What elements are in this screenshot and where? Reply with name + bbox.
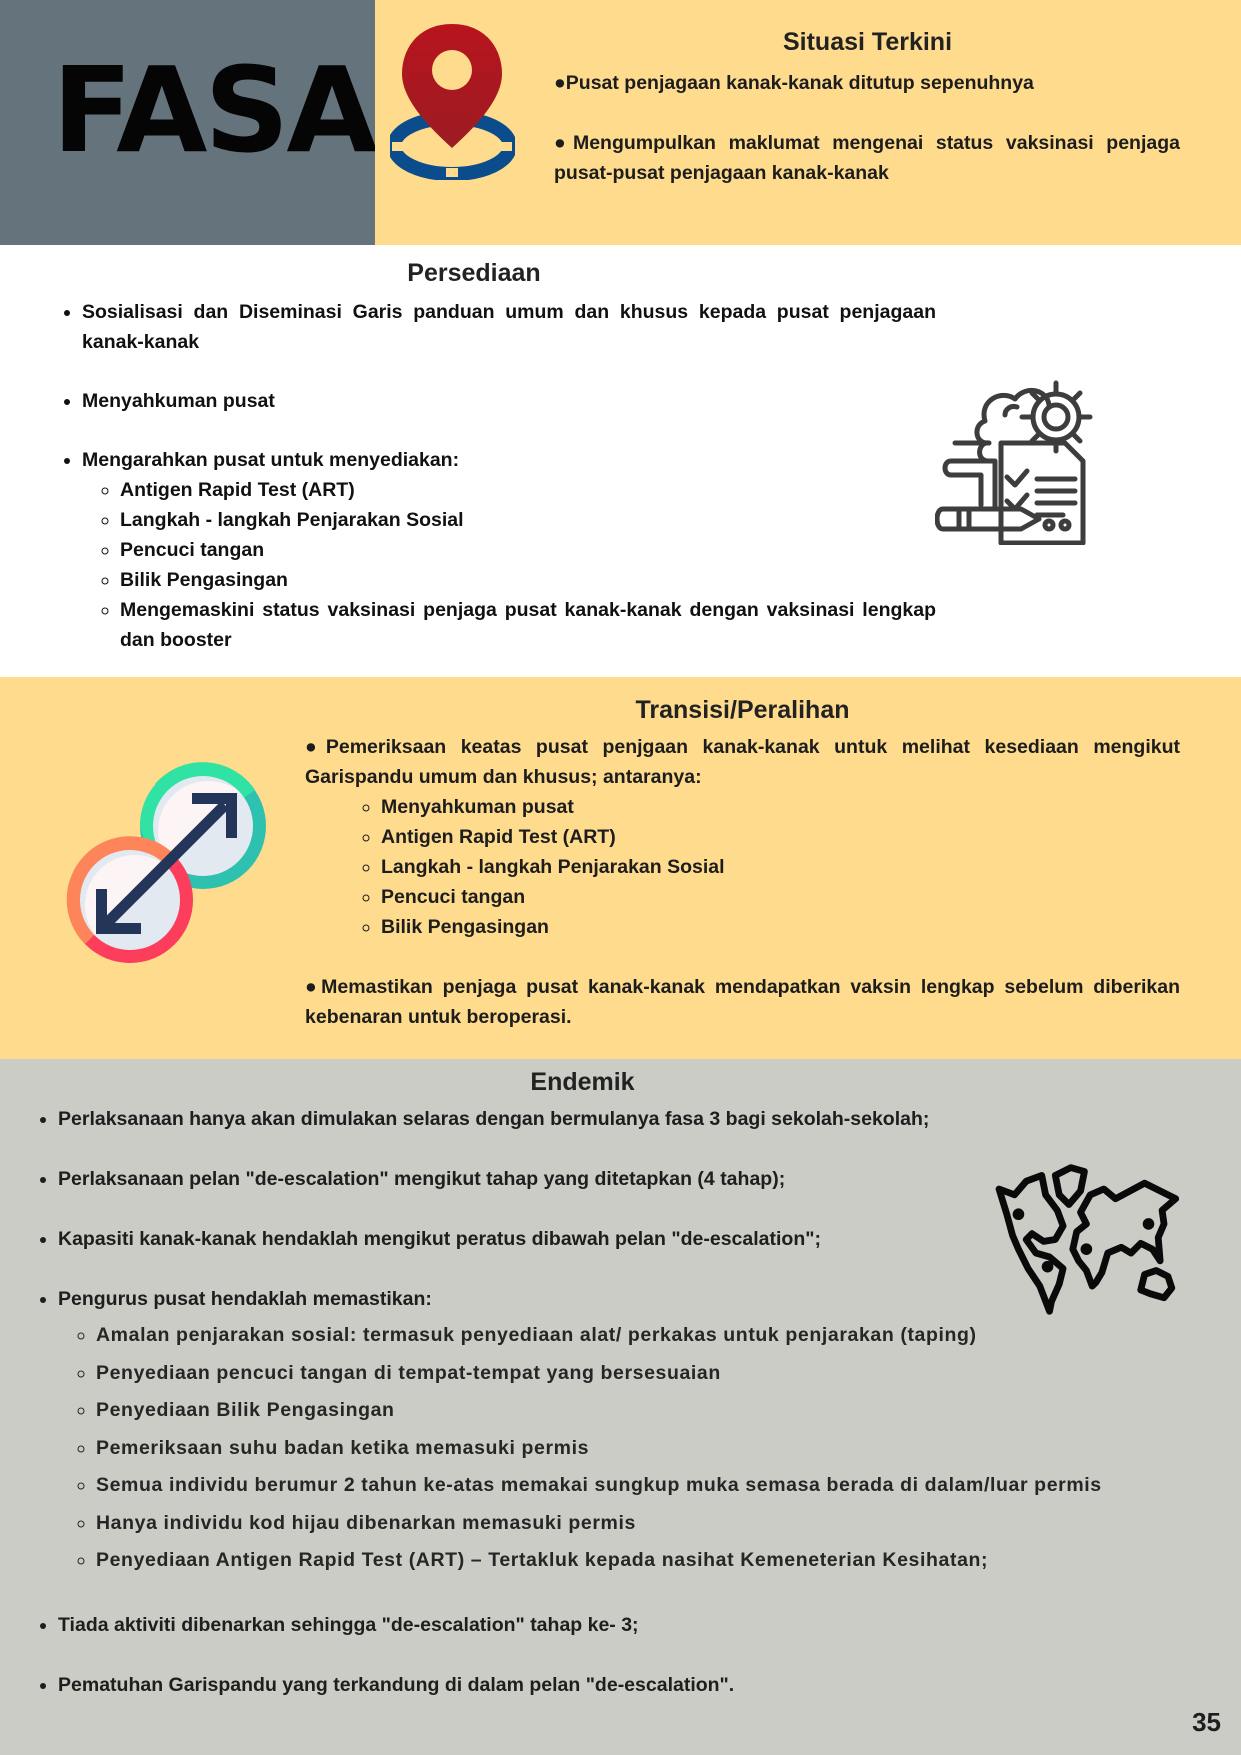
sub-list-item: ◦ Mengemaskini status vaksinasi penjaga pusat kanak-kanak dengan vaksinasi lengkap dan booster [120, 595, 936, 655]
endemic-sub-list [58, 1317, 1188, 1580]
sub-list-item: ◦ Semua individu berumur 2 tahun ke-atas memakai sungkup muka semasa berada di dalam/luar permis [96, 1467, 1188, 1505]
world-map-icon [985, 1156, 1180, 1321]
list-item: • Perlaksanaan pelan "de-escalation" mengikut tahap yang ditetapkan (4 tahap); [58, 1164, 1188, 1194]
planning-gear-checklist-icon [935, 375, 1105, 545]
preparation-heading: Persediaan [407, 259, 541, 287]
list-item: • Pengurus pusat hendaklah memastikan: ◦ Amalan penjarakan sosial: termasuk penyediaan alat/ perkakas untuk penjarakan (taping) ◦ Penyediaan pencuci tangan di tempat-tempat yang bersesuaian ◦ Penyediaan Bilik Pengasingan ◦ Pemeriksaan suhu badan ketika memasuki permis ◦ Semua individu berumur 2 tahun ke-atas memakai sungkup muka semasa berada di dalam/luar permis ◦ Hanya individu kod hijau dibenarkan memasuki permis ◦ Penyediaan Antigen Rapid Test (ART) – Tertakluk kepada nasihat Kemeneterian Kesihatan; [58, 1284, 1188, 1580]
title-panel [0, 0, 375, 245]
endemic-heading: Endemik [530, 1068, 635, 1096]
current-situation-heading: Situasi Terkini [782, 28, 953, 56]
sub-list-item: ◦ Bilik Pengasingan [381, 912, 1180, 942]
transition-content [305, 732, 1180, 1032]
sub-list-item: ◦ Antigen Rapid Test (ART) [381, 822, 1180, 852]
preparation-list [48, 297, 936, 655]
list-item: • Kapasiti kanak-kanak hendaklah mengikut peratus dibawah pelan "de-escalation"; [58, 1224, 1188, 1254]
list-item: • Mengarahkan pusat untuk menyediakan: ◦ Antigen Rapid Test (ART) ◦ Langkah - langkah Penjarakan Sosial ◦ Pencuci tangan ◦ Bilik Pengasingan ◦ Mengemaskini status vaksinasi penjaga pusat kanak-kanak dengan vaksinasi lengkap dan booster [82, 445, 936, 655]
sub-list-item: ◦ Bilik Pengasingan [120, 565, 936, 595]
expand-arrows-icon [55, 747, 285, 977]
transition-section [0, 677, 1241, 1059]
situation-item: ●Mengumpulkan maklumat mengenai status vaksinasi penjaga pusat-pusat penjagaan kanak-kanak [554, 132, 1180, 184]
transition-sub-list [305, 792, 1180, 942]
page-number: 35 [1192, 1707, 1221, 1737]
current-situation-list [554, 68, 1180, 188]
sub-list-item: ◦ Penyediaan Bilik Pengasingan [96, 1392, 1188, 1430]
sub-list-item: ◦ Penyediaan pencuci tangan di tempat-tempat yang bersesuaian [96, 1355, 1188, 1393]
list-item: • Perlaksanaan hanya akan dimulakan selaras dengan bermulanya fasa 3 bagi sekolah-sekolah; [58, 1104, 1188, 1134]
sub-list-item: ◦ Pencuci tangan [381, 882, 1180, 912]
preparation-sub-list [82, 475, 936, 655]
sub-list-item: ◦ Antigen Rapid Test (ART) [120, 475, 936, 505]
list-item: • Menyahkuman pusat [82, 386, 936, 416]
endemic-section [0, 1059, 1241, 1755]
sub-list-item: ◦ Penyediaan Antigen Rapid Test (ART) – Tertakluk kepada nasihat Kemeneterian Kesihatan; [96, 1542, 1188, 1580]
preparation-section [0, 245, 1241, 677]
list-item: • Sosialisasi dan Diseminasi Garis panduan umum dan khusus kepada pusat penjagaan kanak-kanak [82, 297, 936, 357]
phase-header [0, 0, 1241, 245]
transition-heading: Transisi/Peralihan [635, 696, 850, 724]
transition-closing: ●Memastikan penjaga pusat kanak-kanak mendapatkan vaksin lengkap sebelum diberikan kebenaran untuk beroperasi. [305, 976, 1180, 1028]
page-title: FASA [52, 41, 375, 179]
sub-list-item: ◦ Pemeriksaan suhu badan ketika memasuki permis [96, 1430, 1188, 1468]
sub-list-item: ◦ Amalan penjarakan sosial: termasuk penyediaan alat/ perkakas untuk penjarakan (taping) [96, 1317, 1188, 1355]
sub-list-item: ◦ Langkah - langkah Penjarakan Sosial [381, 852, 1180, 882]
sub-list-item: ◦ Pencuci tangan [120, 535, 936, 565]
sub-list-item: ◦ Langkah - langkah Penjarakan Sosial [120, 505, 936, 535]
list-item: • Pematuhan Garispandu yang terkandung di dalam pelan "de-escalation". [58, 1670, 1188, 1700]
sub-list-item: ◦ Hanya individu kod hijau dibenarkan memasuki permis [96, 1505, 1188, 1543]
list-item: • Tiada aktiviti dibenarkan sehingga "de-escalation" tahap ke- 3; [58, 1610, 1188, 1640]
location-pin-icon [390, 20, 515, 180]
situation-item: ●Pusat penjagaan kanak-kanak ditutup sepenuhnya [554, 72, 1034, 94]
transition-intro: ●Pemeriksaan keatas pusat penjgaan kanak-kanak untuk melihat kesediaan mengikut Garispandu umum dan khusus; antaranya: [305, 736, 1180, 788]
sub-list-item: ◦ Menyahkuman pusat [381, 792, 1180, 822]
